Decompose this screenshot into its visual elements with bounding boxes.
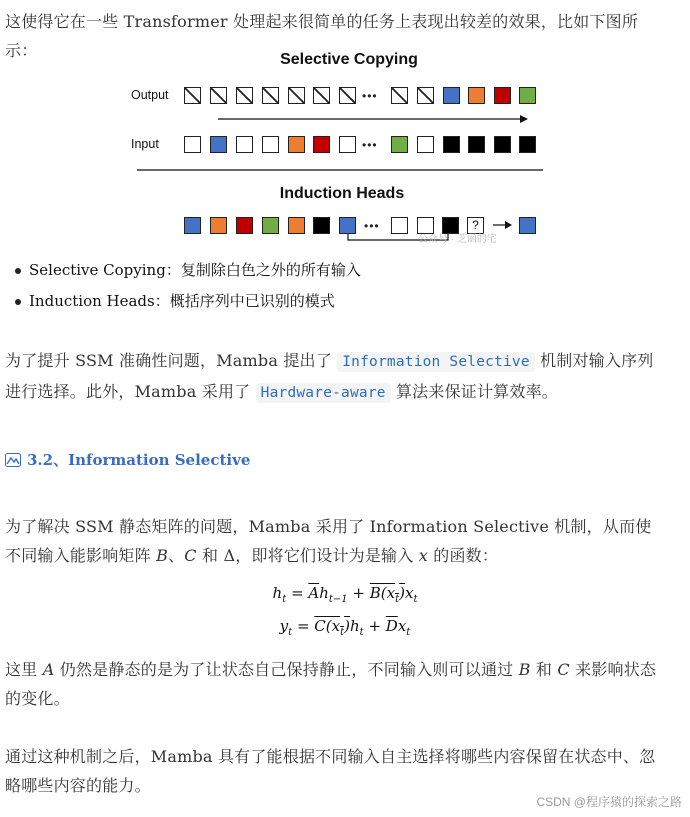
equation-h: $h_t = \overline{A}h_{t-1} + B(x_t)x_t$ — [272, 584, 418, 605]
induction-output-box — [519, 217, 536, 234]
induction-heads-title: Induction Heads — [279, 185, 405, 202]
input-token-box — [262, 136, 279, 153]
selective-copying-title: Selective Copying — [280, 51, 418, 68]
induction-token-box — [417, 217, 434, 234]
output-row-label: Output — [131, 88, 169, 102]
static-a-paragraph: 这里 A 仍然是静态的是为了让状态自己保持静止，不同输入则可以通过 B 和 C 来影响状态的变化。 — [5, 660, 657, 708]
induction-token-box — [210, 217, 227, 234]
inline-code-information-selective: Information Selective — [337, 352, 535, 372]
input-token-box — [184, 136, 201, 153]
output-token-box — [236, 87, 253, 104]
input-token-box — [391, 136, 408, 153]
output-token-box — [288, 87, 305, 104]
output-token-box — [313, 87, 330, 104]
section-heading-text: 3.2、Information Selective — [27, 451, 251, 469]
output-token-box — [262, 87, 279, 104]
mamba-intro-paragraph: 为了提升 SSM 准确性问题，Mamba 提出了 Information Selective 机制对输入序列进行选择。此外，Mamba 采用了 Hardware-aware 算法来保证计算效率。 — [5, 351, 654, 401]
output-token-box — [210, 87, 227, 104]
output-token-box — [184, 87, 201, 104]
list-item: Induction Heads：概括序列中已识别的模式 — [13, 286, 361, 317]
input-token-box — [210, 136, 227, 153]
mountain-icon — [5, 453, 21, 467]
induction-token-box — [313, 217, 330, 234]
input-ellipsis: ••• — [362, 138, 378, 152]
output-token-box — [443, 87, 460, 104]
output-token-box — [468, 87, 485, 104]
output-token-box — [391, 87, 408, 104]
induction-token-box — [391, 217, 408, 234]
input-row-label: Input — [131, 137, 159, 151]
induction-output-arrowhead — [505, 221, 512, 229]
induction-ellipsis: ••• — [364, 219, 380, 233]
intro-paragraph: 这使得它在一些 Transformer 处理起来很简单的任务上表现出较差的效果，比如下图所示： — [5, 12, 639, 60]
output-ellipsis: ••• — [362, 89, 378, 103]
output-token-box — [339, 87, 356, 104]
induction-query-box: ? — [467, 217, 484, 234]
input-token-box — [288, 136, 305, 153]
input-token-box — [468, 136, 485, 153]
input-token-box — [339, 136, 356, 153]
input-token-box — [494, 136, 511, 153]
list-item: Selective Copying：复制除白色之外的所有输入 — [13, 255, 361, 286]
induction-token-box — [442, 217, 459, 234]
output-token-box — [417, 87, 434, 104]
induction-token-box — [288, 217, 305, 234]
section-heading — [5, 449, 250, 470]
selective-copying-figure — [0, 44, 690, 254]
information-selective-paragraph: 为了解决 SSM 静态矩阵的问题，Mamba 采用了 Information Selective 机制，从而使不同输入能影响矩阵 B、C 和 Δ，即将它们设计为是输入 x 的函数： — [5, 517, 652, 565]
state-equations — [0, 580, 690, 646]
input-token-box — [417, 136, 434, 153]
figure-watermark: 公众号 · 芝函的宅 — [418, 234, 497, 245]
input-token-box — [313, 136, 330, 153]
induction-token-box — [184, 217, 201, 234]
output-token-box — [494, 87, 511, 104]
input-token-box — [519, 136, 536, 153]
time-arrow-head — [520, 115, 528, 123]
input-token-box — [236, 136, 253, 153]
induction-token-box — [339, 217, 356, 234]
induction-token-box — [236, 217, 253, 234]
equation-y: $y_t = C(x_t)h_t + \overline{D}x_t$ — [279, 617, 411, 638]
mechanism-summary-paragraph: 通过这种机制之后，Mamba 具有了能根据不同输入自主选择将哪些内容保留在状态中、忽略哪些内容的能力。 — [5, 747, 656, 795]
input-token-box — [443, 136, 460, 153]
csdn-watermark: CSDN @程序猿的探索之路 — [536, 795, 682, 809]
inline-code-hardware-aware: Hardware-aware — [256, 383, 391, 403]
output-token-box — [519, 87, 536, 104]
task-bullet-list — [13, 255, 361, 317]
induction-token-box — [262, 217, 279, 234]
